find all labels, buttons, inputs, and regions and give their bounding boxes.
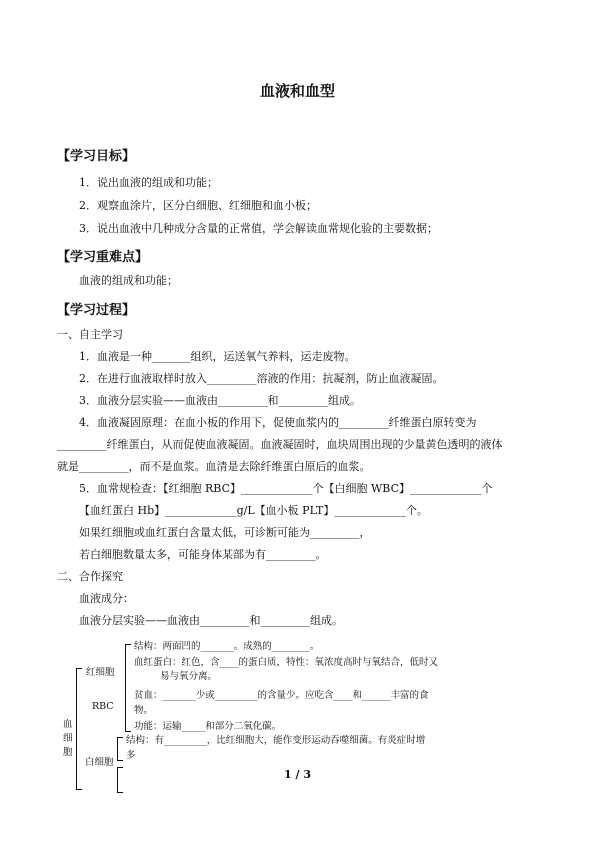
rbc-item: 功能：运输_____和部分二氧化碳。 (134, 721, 282, 732)
page-number: 1 / 3 (284, 768, 311, 781)
goal-item: 3．说出血液中几种成分含量的正常值，学会解读血常规化验的主要数据； (79, 222, 438, 235)
part1-line: 5．血常规检查：【红细胞 RBC】_____________个【白细胞 WBC】_____________个 (79, 482, 493, 495)
rbc-brace (125, 644, 131, 732)
part1-line: 3．血液分层实验——血液由_________和_________组成。 (79, 394, 361, 407)
rbc-item: 易与氧分离。 (160, 671, 218, 682)
keypoints-text: 血液的组成和功能； (79, 274, 178, 287)
part1-heading: 一、自主学习 (57, 328, 123, 341)
rbc-abbr: RBC (92, 701, 114, 712)
part2-line: 血液成分： (79, 592, 134, 605)
goal-item: 1．说出血液的组成和功能； (79, 176, 218, 189)
wbc-brace-top (117, 737, 123, 761)
goals-heading: 【学习目标】 (57, 149, 136, 164)
part1-line: _________纤维蛋白，从而促使血液凝固。血液凝固时，血块周围出现的少量黄色透明的液体 (57, 438, 503, 451)
diagram-root-label: 血 细 胞 (63, 719, 73, 758)
part1-line: 若白细胞数量太多，可能身体某部为有_________。 (79, 548, 327, 561)
process-heading: 【学习过程】 (57, 303, 136, 318)
part1-line: 就是_________，而不是血浆。血清是去除纤维蛋白原后的血浆。 (57, 460, 371, 473)
rbc-item: 结构：两面凹的_______。成熟的________。 (134, 641, 320, 652)
page-title: 血液和血型 (259, 82, 335, 100)
part1-line: 【血红蛋白 Hb】_____________g/L【血小板 PLT】_____________个。 (79, 504, 428, 517)
rbc-item: 物。 (134, 705, 154, 716)
part1-line: 如果红细胞或血红蛋白含量太低，可诊断可能为_________， (79, 526, 371, 539)
part1-line: 4．血液凝固原理：在血小板的作用下，促使血浆内的_________纤维蛋白原转变为 (79, 416, 477, 429)
rbc-item: 贫血：_______少或_________的含量少。应吃含____和______丰富的食 (134, 690, 429, 701)
part2-line: 血液分层实验——血液由_________和_________组成。 (79, 614, 343, 627)
part2-heading: 二、合作探究 (57, 570, 123, 583)
wbc-label: 白细胞 (85, 757, 114, 768)
part1-line: 1．血液是一种_______组织，运送氧气养料，运走废物。 (79, 350, 356, 363)
part1-line: 2．在进行血液取样时放入_________溶液的作用：抗凝剂，防止血液凝固。 (79, 372, 444, 385)
keypoints-heading: 【学习重难点】 (57, 250, 149, 265)
goal-item: 2．观察血涂片，区分白细胞、红细胞和血小板； (79, 199, 317, 212)
rbc-label: 红细胞 (86, 667, 115, 678)
wbc-item: 结构：有_________，比红细胞大，能作变形运动吞噬细菌。有炎症时增 (126, 735, 426, 746)
wbc-item: 多 (126, 750, 136, 761)
rbc-item: 血红蛋白：红色，含____的蛋白质，特性：氧浓度高时与氧结合，低时又 (134, 657, 439, 668)
